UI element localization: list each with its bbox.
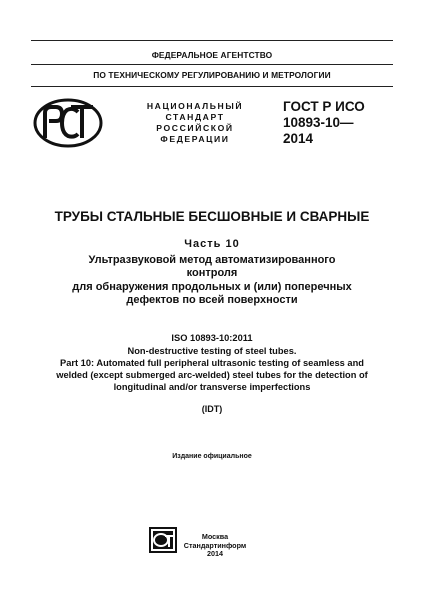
publisher-year: 2014 <box>207 549 223 559</box>
gost-line-1: ГОСТ Р ИСО <box>283 99 365 114</box>
iso-reference: ISO 10893-10:2011 <box>171 333 253 343</box>
national-line-3: РОССИЙСКОЙ <box>156 123 234 133</box>
english-line-2: Part 10: Automated full peripheral ultrasonic testing of seamless and <box>60 358 364 368</box>
document-subtitle <box>20 254 404 307</box>
official-edition-label: Издание официальное <box>172 453 252 460</box>
publisher-imprint <box>180 533 250 559</box>
subtitle-line-3: для обнаружения продольных и (или) поперечных <box>72 280 352 293</box>
subtitle-line-2: контроля <box>186 267 238 280</box>
agency-line-2: ПО ТЕХНИЧЕСКОМУ РЕГУЛИРОВАНИЮ И МЕТРОЛОГИИ <box>93 70 331 80</box>
national-line-2: СТАНДАРТ <box>165 112 225 122</box>
agency-line-1: ФЕДЕРАЛЬНОЕ АГЕНТСТВО <box>151 50 273 60</box>
english-title <box>20 345 404 393</box>
identity-label: (IDT) <box>201 404 223 414</box>
gost-line-3: 2014 <box>283 131 314 146</box>
part-number: Часть 10 <box>184 238 240 250</box>
subtitle-line-4: дефектов по всей поверхности <box>126 293 298 306</box>
header-divider <box>31 86 393 87</box>
top-divider <box>31 40 393 41</box>
national-standard-label <box>130 101 260 145</box>
national-line-4: ФЕДЕРАЦИИ <box>160 134 230 144</box>
national-line-1: НАЦИОНАЛЬНЫЙ <box>146 101 244 111</box>
rst-mark-icon <box>33 98 103 148</box>
document-title: ТРУБЫ СТАЛЬНЫЕ БЕСШОВНЫЕ И СВАРНЫЕ <box>54 209 370 224</box>
english-line-3: welded (except submerged arc-welded) steel tubes for the detection of <box>56 370 368 380</box>
english-line-4: longitudinal and/or transverse imperfections <box>113 382 311 392</box>
subtitle-line-1: Ультразвуковой метод автоматизированного <box>88 254 336 266</box>
agency-divider <box>31 64 393 65</box>
publisher-city: Москва <box>201 532 229 541</box>
gost-designation <box>283 99 393 147</box>
english-line-1: Non-destructive testing of steel tubes. <box>127 346 297 356</box>
gost-line-2: 10893-10— <box>283 115 354 130</box>
publisher-name: Стандартинформ <box>183 540 247 550</box>
standartinform-icon <box>149 527 177 553</box>
